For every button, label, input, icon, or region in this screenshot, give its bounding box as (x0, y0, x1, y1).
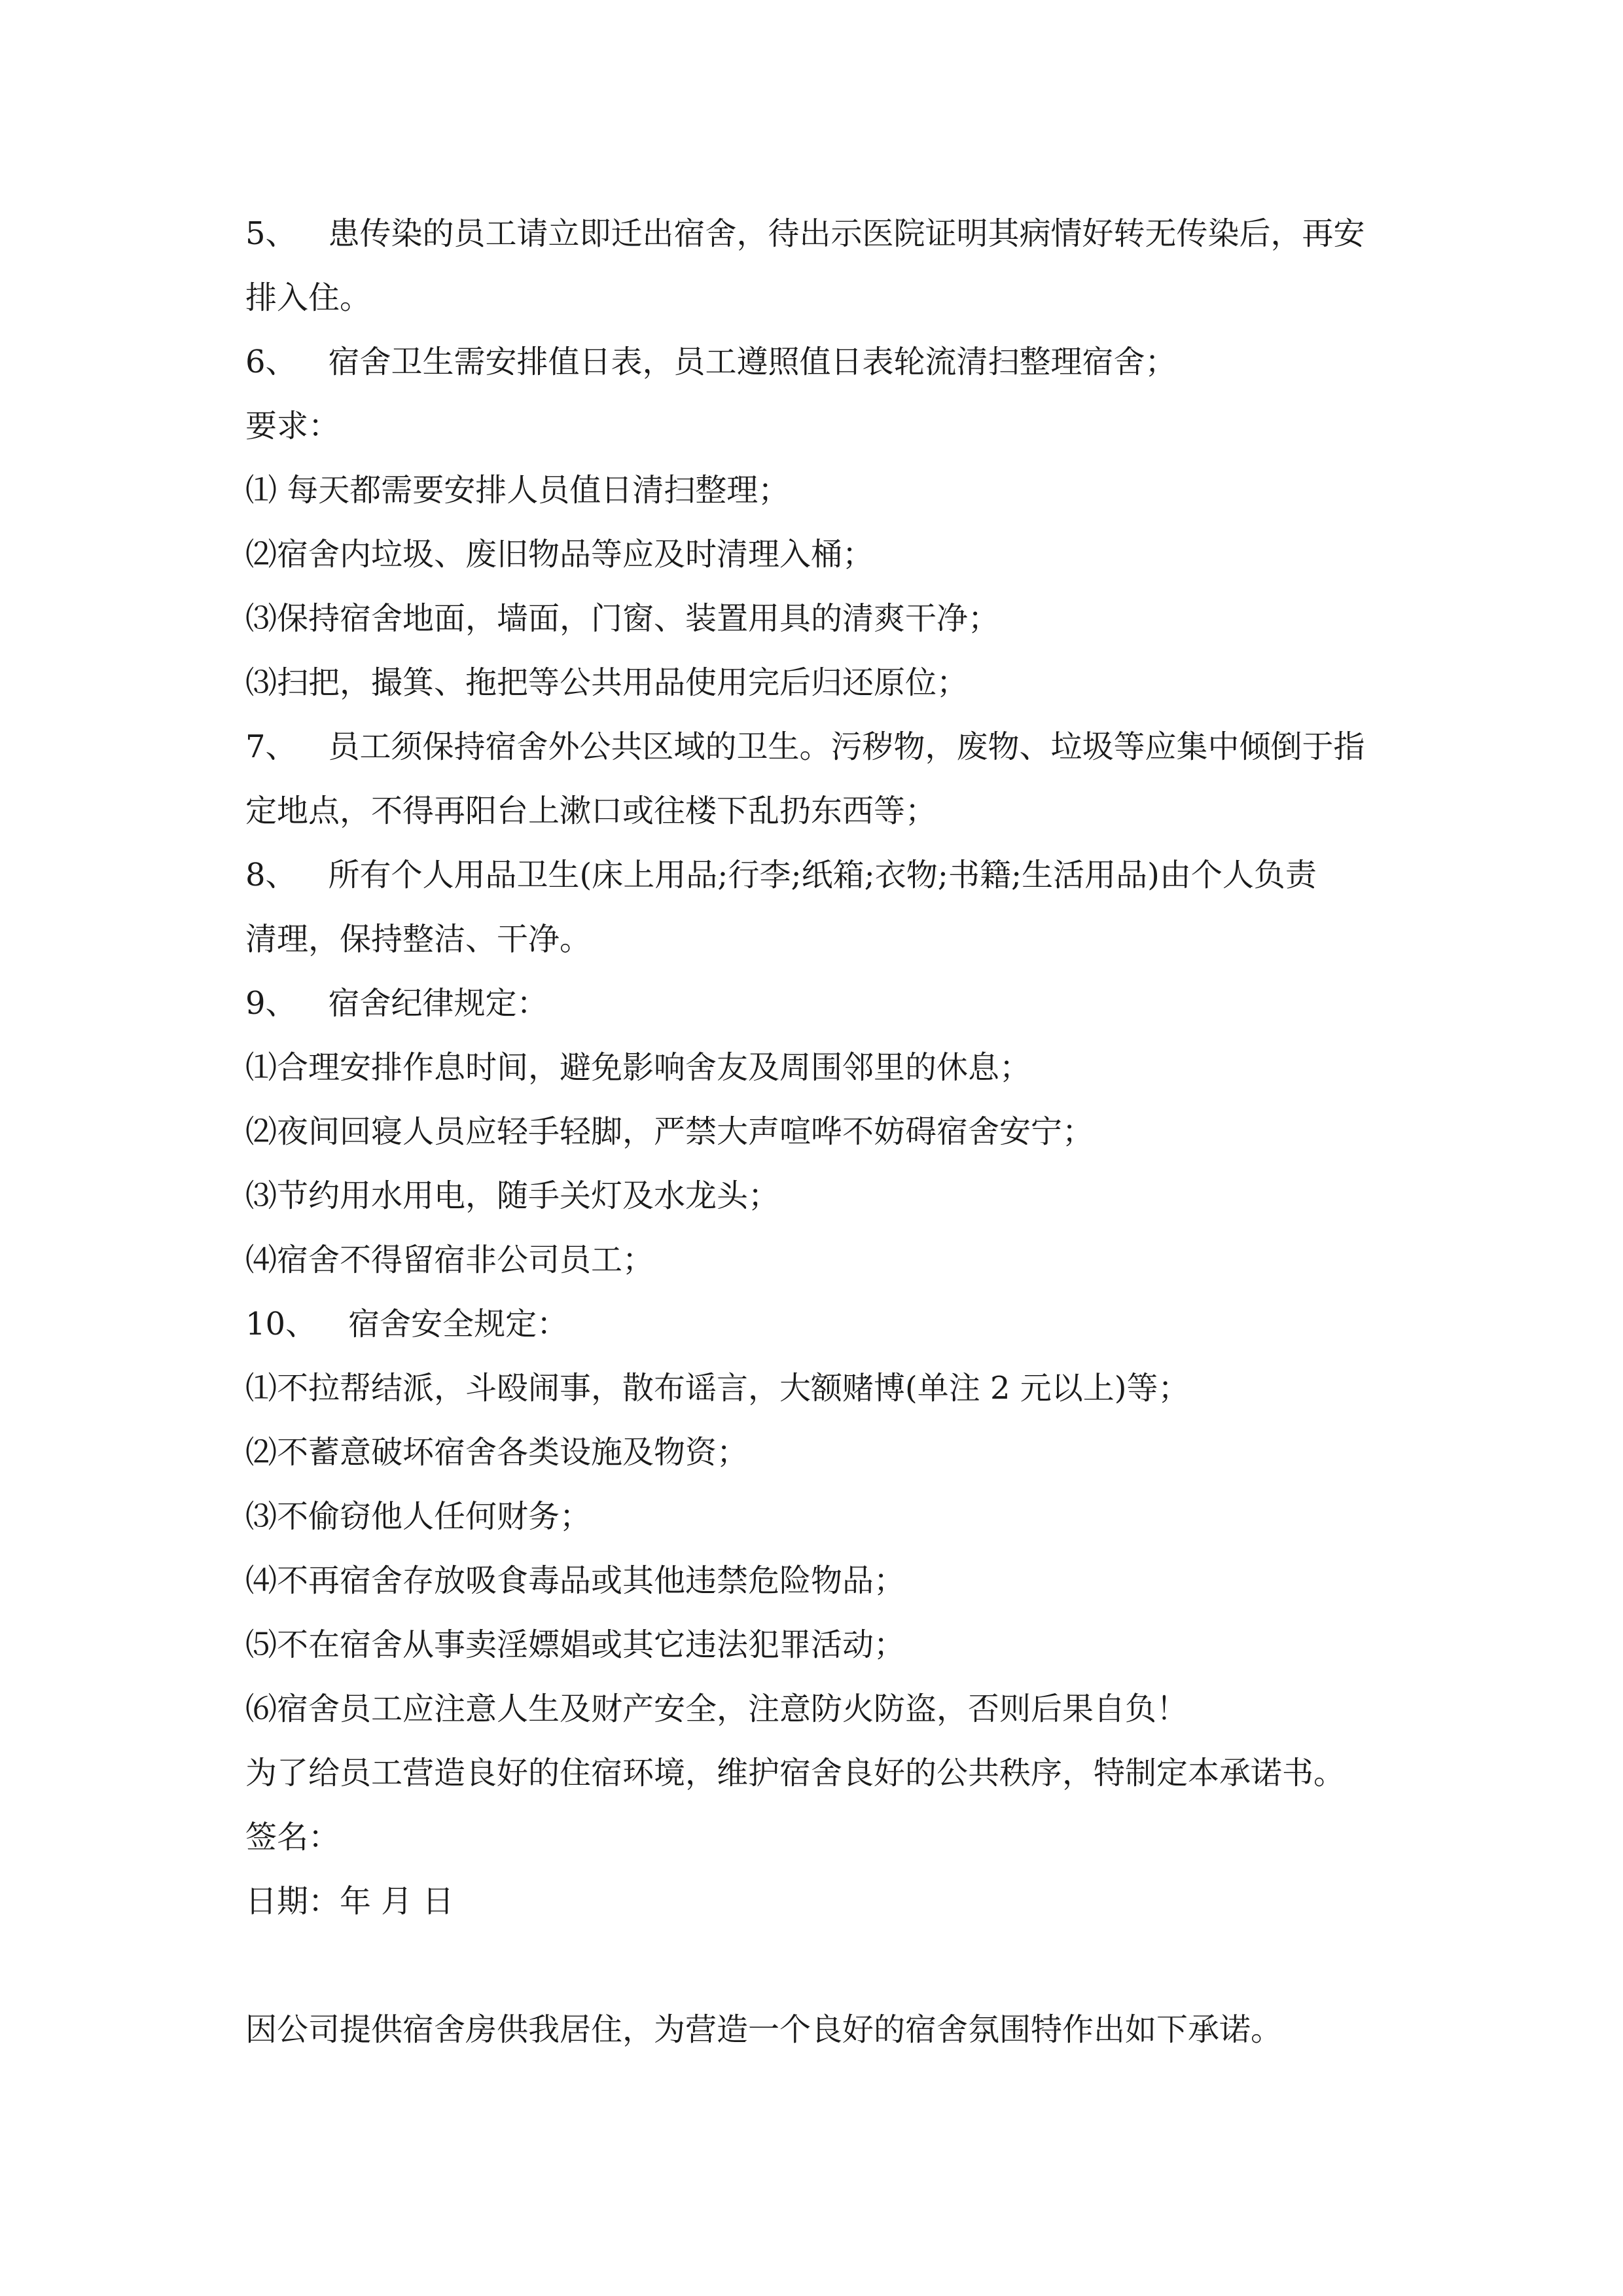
line-text: ⑶节约用水用电，随手关灯及水龙头； (245, 1177, 780, 1214)
line-text: ⑵不蓄意破坏宿舍各类设施及物资； (245, 1434, 749, 1471)
item-number: 7、 (245, 728, 297, 765)
line-text: 员工须保持宿舍外公共区域的卫生。污秽物，废物、垃圾等应集中倾倒于指 (328, 728, 1365, 765)
item-number: 5、 (245, 215, 297, 252)
document-body (245, 202, 1410, 2062)
line-text: 宿舍安全规定： (348, 1306, 569, 1342)
line-text: 为了给员工营造良好的住宿环境，维护宿舍良好的公共秩序，特制定本承诺书。 (245, 1755, 1346, 1791)
requirement-item (245, 586, 1410, 651)
item-number: 10、 (245, 1306, 317, 1342)
line-text: 签名： (245, 1819, 340, 1856)
rule-8-line-2 (245, 907, 1410, 971)
line-text: ⑵夜间回寝人员应轻手轻脚，严禁大声喧哗不妨碍宿舍安宁； (245, 1113, 1094, 1150)
rule-5-line-2 (245, 266, 1410, 330)
rule-7-line-1 (245, 715, 1410, 779)
line-text: ⑶保持宿舍地面，墙面，门窗、装置用具的清爽干净； (245, 600, 1000, 637)
line-text: 清理，保持整洁、干净。 (245, 921, 592, 958)
line-text: 日期：年 月 日 (245, 1883, 454, 1920)
safety-item (245, 1677, 1410, 1741)
date-line (245, 1869, 1410, 1933)
purpose-statement (245, 1741, 1410, 1805)
line-text: ⑵宿舍内垃圾、废旧物品等应及时清理入桶； (245, 536, 874, 573)
line-text: ⑴ 每天都需要安排人员值日清扫整理； (245, 472, 790, 509)
line-text: 要求： (245, 408, 340, 444)
requirements-heading (245, 394, 1410, 458)
safety-item (245, 1549, 1410, 1613)
rule-10-heading (245, 1292, 1410, 1356)
blank-spacer (245, 1933, 1410, 1998)
closing-statement (245, 1998, 1410, 2062)
discipline-item (245, 1164, 1410, 1228)
line-text: ⑴合理安排作息时间，避免影响舍友及周围邻里的休息； (245, 1049, 1031, 1086)
line-text: ⑴不拉帮结派，斗殴闹事，散布谣言，大额赌博(单注 2 元以上)等； (245, 1370, 1190, 1407)
item-number: 6、 (245, 344, 297, 380)
line-text: 排入住。 (245, 279, 372, 316)
line-text: 所有个人用品卫生(床上用品;行李;纸箱;衣物;书籍;生活用品)由个人负责 (328, 857, 1317, 893)
line-text: 因公司提供宿舍房供我居住，为营造一个良好的宿舍氛围特作出如下承诺。 (245, 2011, 1283, 2048)
requirement-item (245, 522, 1410, 586)
line-text: 宿舍纪律规定： (328, 985, 548, 1022)
item-number: 9、 (245, 985, 297, 1022)
line-text: ⑷不再宿舍存放吸食毒品或其他违禁危险物品； (245, 1562, 906, 1599)
rule-9-heading (245, 971, 1410, 1035)
safety-item (245, 1484, 1410, 1549)
requirement-item (245, 651, 1410, 715)
requirement-item (245, 458, 1410, 522)
line-text: ⑹宿舍员工应注意人生及财产安全，注意防火防盗，否则后果自负！ (245, 1691, 1188, 1727)
line-text: 宿舍卫生需安排值日表，员工遵照值日表轮流清扫整理宿舍； (328, 344, 1177, 380)
line-text: ⑷宿舍不得留宿非公司员工； (245, 1242, 654, 1278)
discipline-item (245, 1228, 1410, 1292)
discipline-item (245, 1035, 1410, 1100)
rule-7-line-2 (245, 779, 1410, 843)
rule-5-line-1 (245, 202, 1410, 266)
line-text: 定地点，不得再阳台上漱口或往楼下乱扔东西等； (245, 793, 937, 829)
item-number: 8、 (245, 857, 297, 893)
line-text: ⑸不在宿舍从事卖淫嫖娼或其它违法犯罪活动； (245, 1626, 906, 1663)
line-text: ⑶不偷窃他人任何财务； (245, 1498, 592, 1535)
discipline-item (245, 1100, 1410, 1164)
safety-item (245, 1613, 1410, 1677)
safety-item (245, 1356, 1410, 1420)
safety-item (245, 1420, 1410, 1484)
line-text: 患传染的员工请立即迁出宿舍，待出示医院证明其病情好转无传染后，再安 (328, 215, 1365, 252)
signature-line (245, 1805, 1410, 1869)
line-text: ⑶扫把，撮箕、拖把等公共用品使用完后归还原位； (245, 664, 969, 701)
rule-8-line-1 (245, 843, 1410, 907)
rule-6-line-1 (245, 330, 1410, 394)
